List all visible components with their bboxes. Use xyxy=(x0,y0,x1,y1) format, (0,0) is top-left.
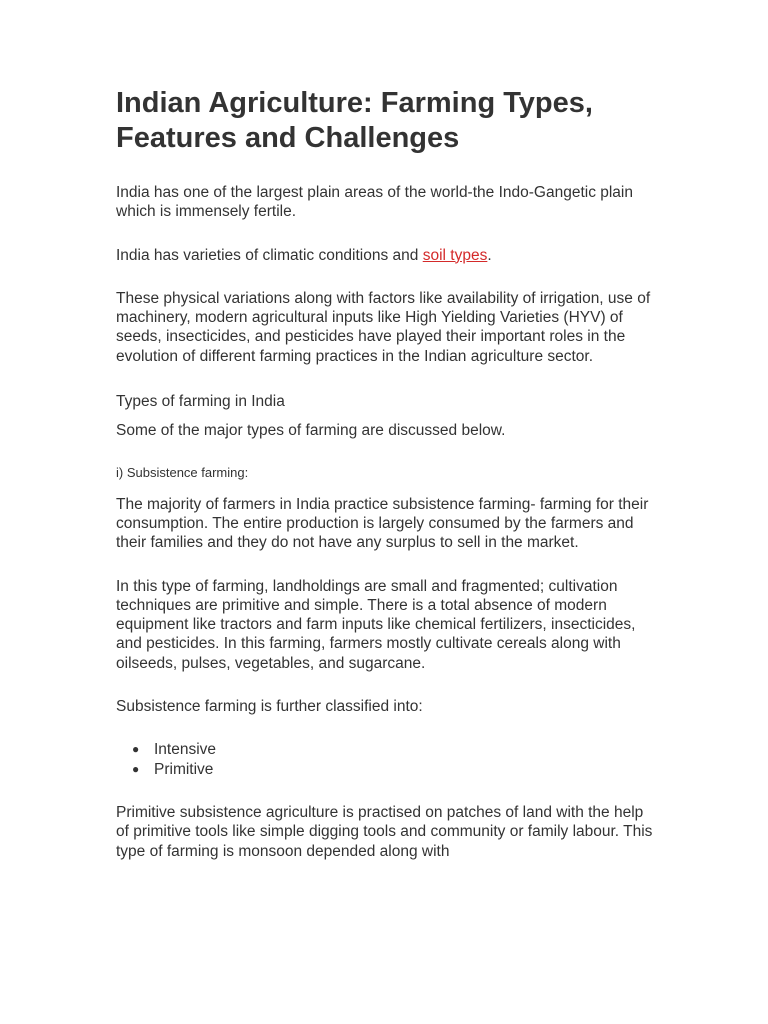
subsistence-paragraph-1: The majority of farmers in India practice subsistence farming- farming for their consumption. The entire production is largely consumed by the farmers and their families and they do not have any surplus to sell in the market. xyxy=(116,495,649,552)
bullet-icon: ● xyxy=(132,742,140,757)
article xyxy=(116,86,656,861)
classification-list xyxy=(116,740,656,779)
major-types-paragraph: Some of the major types of farming are discussed below. xyxy=(116,422,506,440)
climate-prefix-text: India has varieties of climatic conditions and xyxy=(116,246,423,264)
subsistence-paragraph-2: In this type of farming, landholdings are small and fragmented; cultivation techniques are primitive and simple. There is a total absence of modern equipment like tractors and farm inputs like chemical fertilizers, insecticides, and pesticides. In this farming, farmers mostly cultivate cereals along with oilseeds, pulses, vegetables, and sugarcane. xyxy=(116,577,636,672)
classification-intro: Subsistence farming is further classified into: xyxy=(116,698,423,716)
intro-paragraph: India has one of the largest plain areas of the world-the Indo-Gangetic plain which is immensely fertile. xyxy=(116,184,633,221)
list-item xyxy=(132,760,656,779)
physical-variations-paragraph: These physical variations along with factors like availability of irrigation, use of machinery, modern agricultural inputs like High Yielding Varieties (HYV) of seeds, insecticides, and pesticides have played their important roles in the evolution of different farming practices in the Indian agriculture sector. xyxy=(116,289,651,365)
subsistence-heading: i) Subsistence farming: xyxy=(116,464,249,480)
primitive-paragraph: Primitive subsistence agriculture is practised on patches of land with the help of primitive tools like simple digging tools and community or family labour. This type of farming is monsoon depended along with xyxy=(116,803,653,860)
soil-types-link[interactable]: soil types xyxy=(422,246,488,264)
bullet-icon: ● xyxy=(132,761,140,776)
list-item-label: Intensive xyxy=(154,741,217,759)
climate-paragraph xyxy=(116,246,656,265)
article-title: Indian Agriculture: Farming Types, Features and Challenges xyxy=(116,87,593,154)
climate-suffix-text: . xyxy=(487,246,492,264)
list-item xyxy=(132,740,656,759)
list-item-label: Primitive xyxy=(154,760,214,778)
types-heading: Types of farming in India xyxy=(116,393,285,411)
